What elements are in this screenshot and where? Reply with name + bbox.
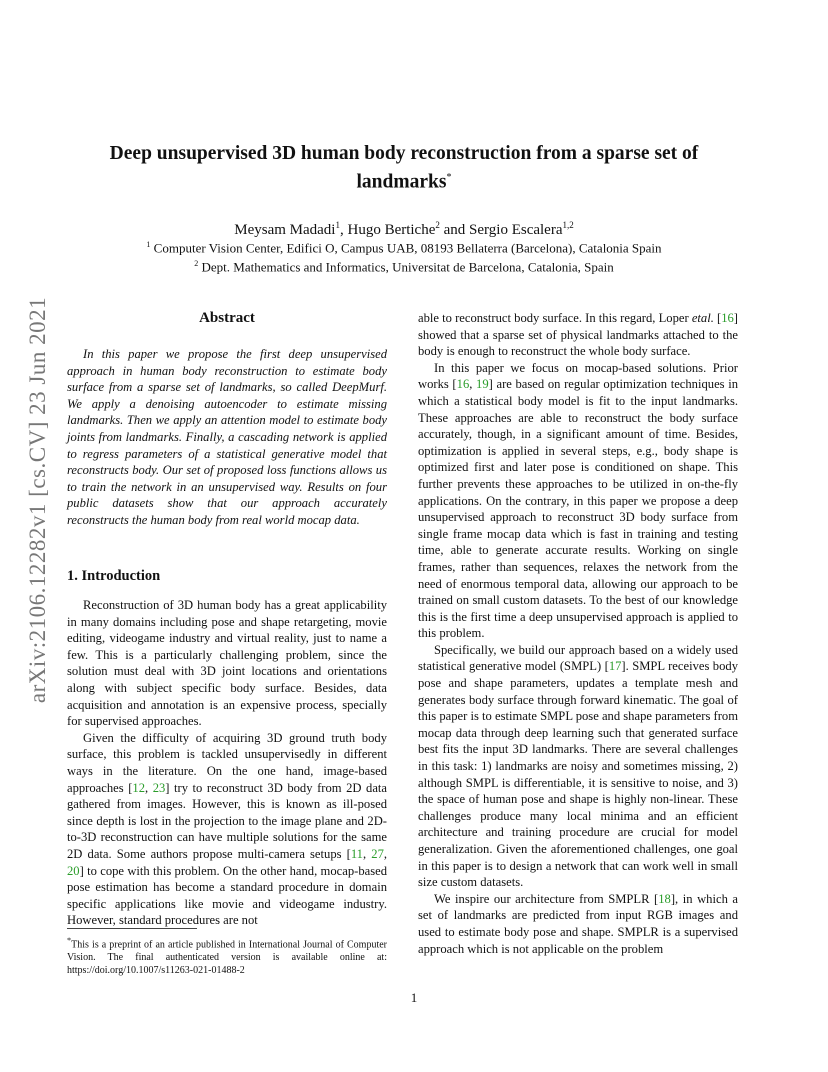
citation-link[interactable]: 11 [350,846,363,861]
arxiv-id: arXiv:2106.12282v1 [cs.CV] 23 Jun 2021 [25,296,50,704]
abstract-heading: Abstract [199,310,255,326]
right-column [418,310,738,957]
text-run: Reconstruction of 3D human body has a great applicability in many domains including pose and shape retargeting, movie editing, videogame industry and virtual reality, just to name a few. This is a particularly challenging problem, since the solution must deal with 3D joint locations and orientations along with subject specific body surface. Besides, data acquisition and annotation is an expensive process, specially for supervised approaches. [67,598,387,729]
author-affil-mark: 1 [335,220,340,230]
affiliation [60,240,748,256]
footnote-mark: * [67,936,72,945]
citation-link[interactable]: 18 [658,891,671,906]
citation-link[interactable]: 16 [721,311,734,325]
citation-link[interactable]: 19 [476,377,489,392]
text-run: ] are based on regular optimization techniques in which a statistical body model is fit to the input landmarks. These approaches are able to reconstruct the body surface accurately, though, in a significant amount of time. Besides, optimization is applied in several steps, e.g., body shape is optimized first and later pose is conditioned on shape. This further prevents these approaches to be utilized in on-the-fly applications. On the contrary, in this paper we propose a deep unsupervised approach to reconstruct 3D body surface from single frame mocap data which is fast in training and testing time, able to generate accurate results. Working on single frames, rather than sequences, relaxes the network from the need of enormous temporal data, allowing our approach to be trained on small custom datasets. To the best of our knowledge this is the first time a deep unsupervised approach is applied to this problem. [418,377,739,641]
paragraph [418,310,738,360]
text-run: In this paper we focus on mocap-based solutions. Prior works [ [418,360,738,392]
text-run: , [469,377,477,392]
text-run: ]. SMPL receives body pose and shape parameters, updates a template mesh and generates body surface through forward kinematic. The goal of this paper is to estimate SMPL pose and shape parameters from mocap data through deep learning such that generated surface best fits the input 3D landmarks. There are several challenges in this task: 1) landmarks are noisy and sometimes missing, 2) although SMPL is differentiable, it is sensitive to noise, and 3) the space of human pose and shape is highly non-linear. These challenges produce many local minima and an efficient architecture and training procedure are crucial for model generalization. Given the aforementioned challenges, one goal in this paper is to design a network that can work well in small size custom datasets. [418,659,738,890]
abstract [67,346,387,529]
text-run: able to reconstruct body surface. In this regard, Loper [418,311,692,325]
title-text: Deep unsupervised 3D human body reconstruction from a sparse set of landmarks [109,143,699,193]
text-run: We inspire our architecture from SMPLR [ [434,891,659,906]
affiliation-text: Dept. Mathematics and Informatics, Universitat de Barcelona, Catalonia, Spain [201,259,614,275]
author-affil-mark: 2 [435,220,440,230]
text-run: , [383,846,388,861]
author-name: Meysam Madadi [234,222,336,238]
citation-link[interactable]: 23 [152,780,166,795]
paragraph [418,642,738,891]
citation-link[interactable]: 20 [67,863,80,878]
citation-link[interactable]: 17 [608,659,622,674]
affiliation-text: Computer Vision Center, Edifici O, Campus UAB, 08193 Bellaterra (Barcelona), Catalonia Spain [153,240,662,256]
text-run: ] showed that a sparse set of physical landmarks attached to the body is enough to reconstruct the whole body surface. [418,311,738,359]
footnote-text: This is a preprint of an article published in International Journal of Computer Vision. The final authenticated version is available online at: https://doi.org/10.1007/s11263-021-01488-2 [67,939,387,977]
section-heading: 1. Introduction [67,568,161,584]
text-run: , [362,846,372,861]
citation-link[interactable]: 12 [132,780,145,795]
affiliation-mark: 1 [146,240,151,249]
paragraph [418,891,738,957]
text-run: [ [713,311,722,325]
paragraph [67,730,387,929]
author-affil-mark: 1,2 [562,220,574,230]
text-run: Given the difficulty of acquiring 3D ground truth body surface, this problem is tackled unsupervisedly in different ways in the literature. On the one hand, image-based approaches [ [67,730,387,795]
footnote-rule [67,928,197,929]
paragraph [418,360,738,642]
text-run: ], in which a set of landmarks are predicted from input RGB images and used to estimate body pose and shape. SMPLR is a supervised approach which is not applicable on the problem [418,891,739,956]
citation-link[interactable]: 27 [371,846,384,861]
paper-title [90,142,718,195]
arxiv-stamp [18,296,58,704]
author-name: Sergio Escalera [469,222,563,238]
text-run: , [144,780,153,795]
text-run: Specifically, we build our approach based on a widely used statistical generative model (SMPL) [ [418,642,738,674]
text-run: ] to cope with this problem. On the other hand, mocap-based pose estimation has become a standard procedure in domain specific applications like movie and videogame industry. However, standard procedures are not [67,863,387,928]
author-name: Hugo Bertiche [347,222,436,238]
left-column [67,597,387,929]
footnote [67,934,387,977]
title-footnote-mark: * [446,172,452,183]
paragraph [67,597,387,730]
citation-link[interactable]: 16 [456,377,470,392]
italic-text: etal. [691,311,714,325]
affiliation [60,259,748,275]
text-run: ] try to reconstruct 3D body from 2D data gathered from images. However, this is known as ill-posed since depth is lost in the projection to the image plane and 2D-to-3D reconstruction can have multiple solutions for the same 2D data. Some authors propose multi-camera setups [ [67,780,388,861]
author-list: Meysam Madadi$^1$, Hugo Bertiche$^2$ and Sergio Escalera$^{1,2}$ [234,220,574,238]
page-number: 1 [410,990,418,1005]
affiliation-mark: 2 [194,259,199,268]
abstract-text: In this paper we propose the first deep unsupervised approach in human body reconstruction to estimate body surface from a sparse set of landmarks, so called DeepMurf. We apply a denoising autoencoder to estimate missing landmarks. Then we apply an attention model to estimate body joints from landmarks. Finally, a cascading network is applied to regress parameters of a statistical generative model that reconstructs body. Our set of proposed loss functions allows us to train the network in an unsupervised way. Results on four public datasets show that our approach accurately reconstructs the human body from real world mocap data. [67,347,387,527]
